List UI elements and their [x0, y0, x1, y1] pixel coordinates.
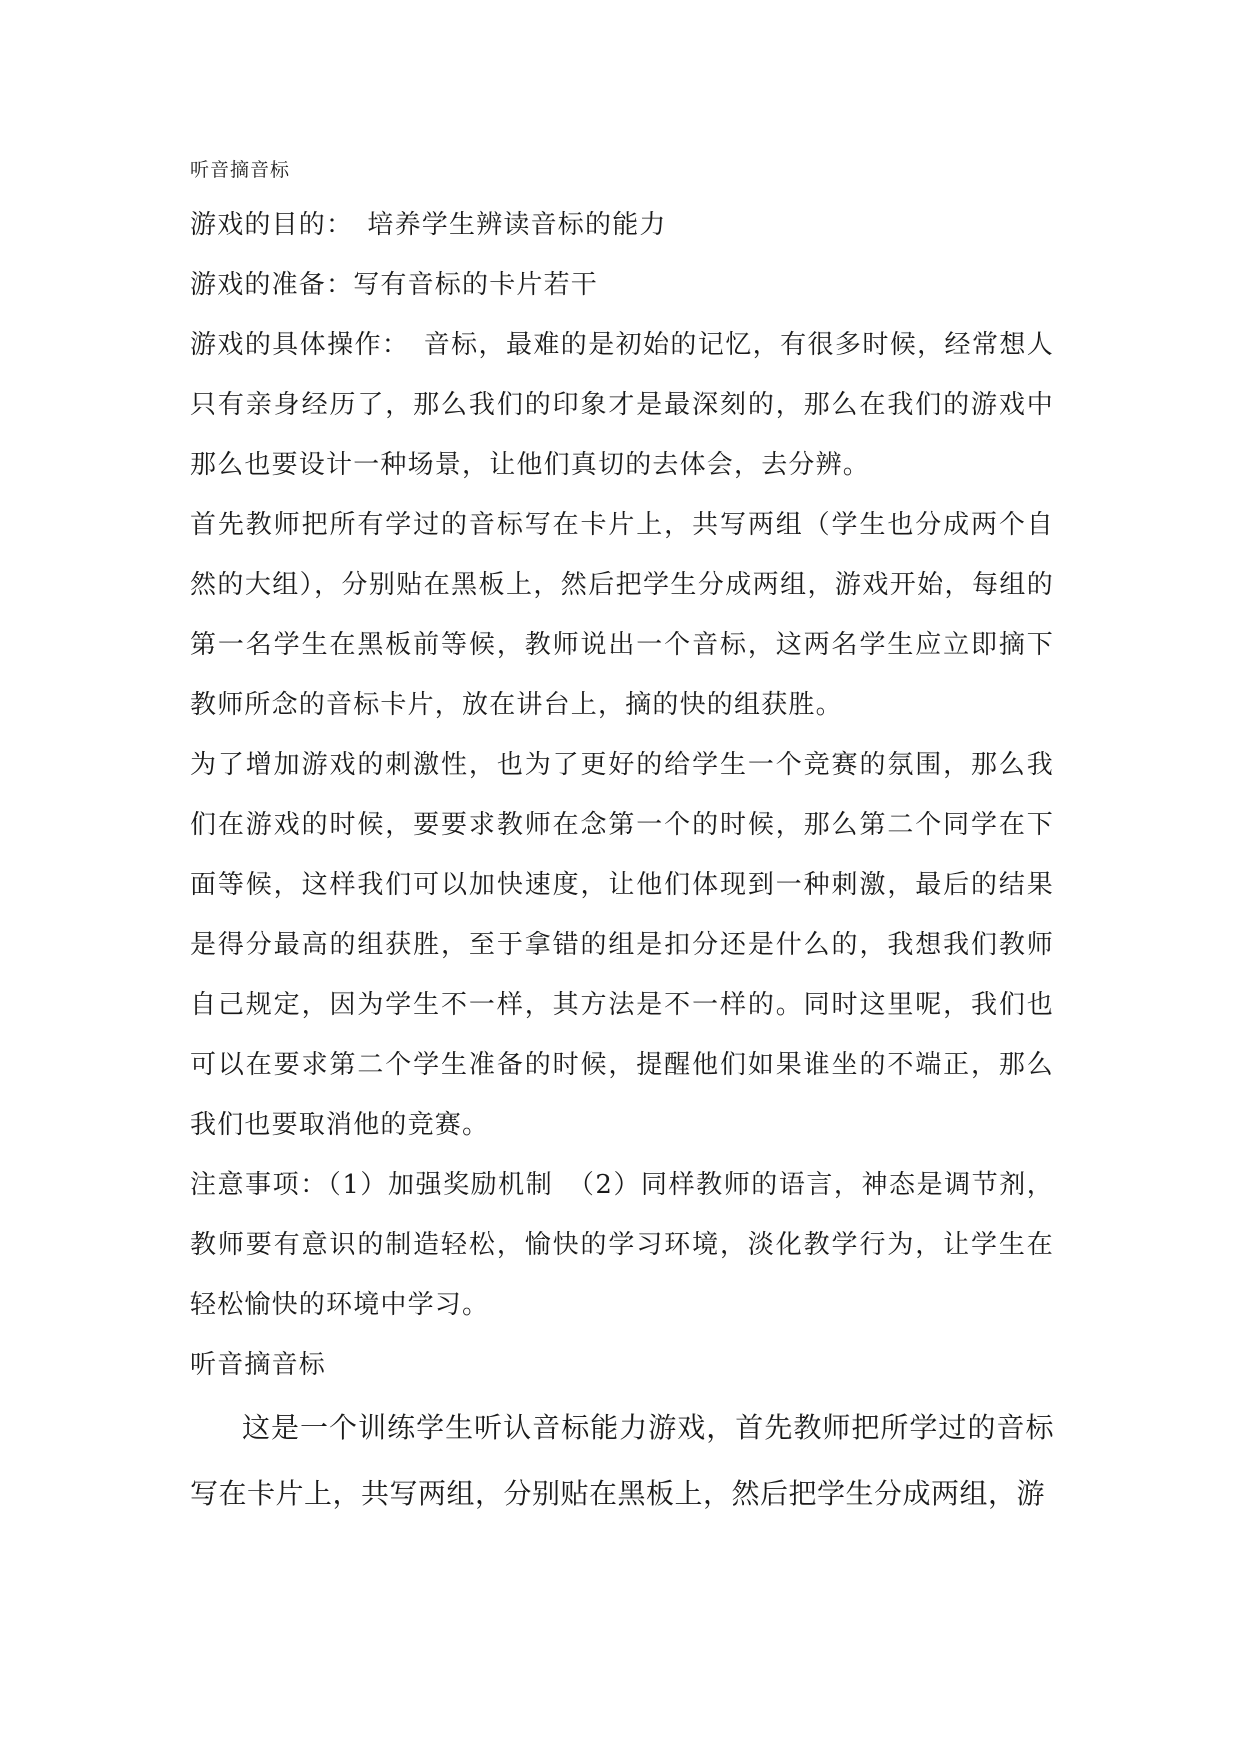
game-notes: 注意事项：（1）加强奖励机制 （2）同样教师的语言，神态是调节剂，教师要有意识的制造轻松，愉快的学习环境，淡化教学行为，让学生在轻松愉快的环境中学习。	[190, 1170, 1054, 1320]
game-operation: 游戏的具体操作： 音标，最难的是初始的记忆，有很多时候，经常想人只有亲身经历了，那么我们的印象才是最深刻的，那么在我们的游戏中那么也要设计一种场景，让他们真切的去体会，去分辨。	[190, 330, 1054, 480]
document-body	[190, 195, 1054, 1527]
game-preparation: 游戏的准备：写有音标的卡片若干	[190, 270, 599, 300]
section-paragraph: 这是一个训练学生听认音标能力游戏，首先教师把所学过的音标写在卡片上，共写两组，分别贴在黑板上，然后把学生分成两组，游	[190, 1411, 1054, 1510]
section-title: 听音摘音标	[190, 1350, 327, 1380]
small-title: 听音摘音标	[190, 159, 291, 181]
game-step-2: 为了增加游戏的刺激性，也为了更好的给学生一个竞赛的氛围，那么我们在游戏的时候，要要求教师在念第一个的时候，那么第二个同学在下面等候，这样我们可以加快速度，让他们体现到一种刺激，最后的结果是得分最高的组获胜，至于拿错的组是扣分还是什么的，我想我们教师自己规定，因为学生不一样，其方法是不一样的。同时这里呢，我们也可以在要求第二个学生准备的时候，提醒他们如果谁坐的不端正，那么我们也要取消他的竞赛。	[190, 750, 1054, 1140]
game-step-1: 首先教师把所有学过的音标写在卡片上，共写两组（学生也分成两个自然的大组），分别贴在黑板上，然后把学生分成两组，游戏开始，每组的第一名学生在黑板前等候，教师说出一个音标，这两名学生应立即摘下教师所念的音标卡片，放在讲台上，摘的快的组获胜。	[190, 510, 1054, 720]
game-purpose: 游戏的目的： 培养学生辨读音标的能力	[190, 210, 667, 240]
